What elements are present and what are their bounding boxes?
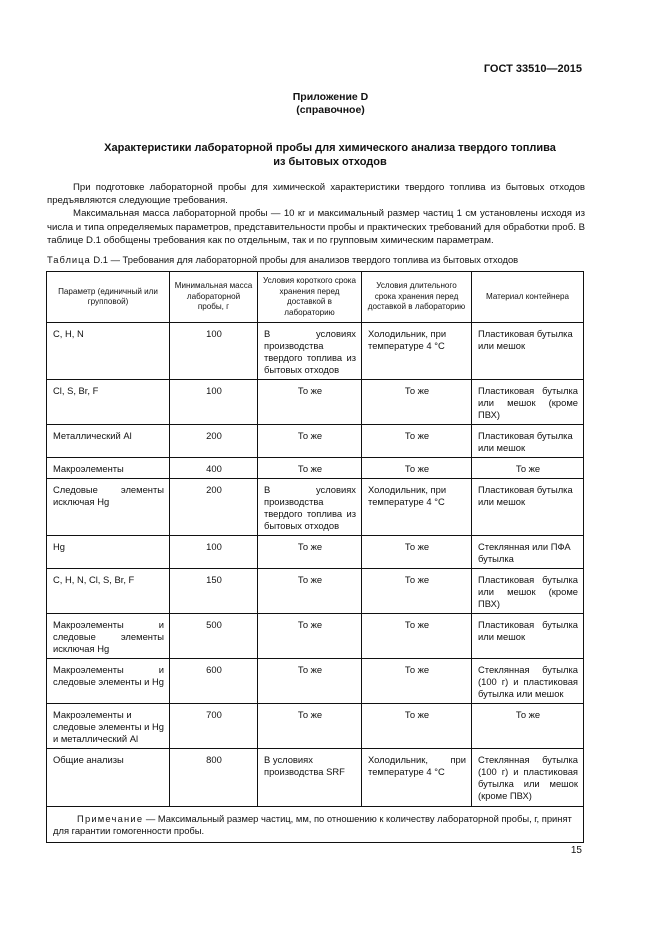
table-row xyxy=(47,479,584,536)
page-title-line-2: из бытовых отходов xyxy=(273,156,387,168)
table-note xyxy=(47,807,584,843)
cell-mass: 100 xyxy=(170,536,258,569)
cell-parameter: Макроэлементы xyxy=(47,458,170,479)
table-note-row xyxy=(47,807,584,843)
cell-long-storage: То же xyxy=(362,380,472,425)
cell-parameter: Следовые элементы исключая Hg xyxy=(47,479,170,536)
annex-type: (справочное) xyxy=(296,104,365,116)
table-header-row xyxy=(47,272,584,323)
cell-mass: 150 xyxy=(170,569,258,614)
cell-parameter: Макроэлементы и следовые элементы исключая Hg xyxy=(47,614,170,659)
table-row xyxy=(47,569,584,614)
cell-parameter: Cl, S, Br, F xyxy=(47,380,170,425)
table-row xyxy=(47,614,584,659)
cell-long-storage: То же xyxy=(362,425,472,458)
table-caption-label: Таблица xyxy=(47,254,91,265)
cell-mass: 200 xyxy=(170,425,258,458)
table-row xyxy=(47,425,584,458)
cell-short-storage: То же xyxy=(258,614,362,659)
cell-short-storage: То же xyxy=(258,659,362,704)
cell-long-storage: То же xyxy=(362,536,472,569)
cell-mass: 200 xyxy=(170,479,258,536)
cell-parameter: C, H, N xyxy=(47,323,170,380)
cell-container: Пластиковая бутылка или мешок xyxy=(472,614,584,659)
table-row xyxy=(47,659,584,704)
cell-long-storage: Холодильник, при температуре 4 °С xyxy=(362,479,472,536)
cell-parameter: Макроэлементы и следовые элементы и Hg и металлический Al xyxy=(47,704,170,749)
cell-long-storage: То же xyxy=(362,659,472,704)
cell-container: Пластиковая бутылка или мешок xyxy=(472,479,584,536)
cell-short-storage: То же xyxy=(258,425,362,458)
cell-short-storage: В условиях производства твердого топлива из бытовых отходов xyxy=(258,323,362,380)
cell-container: Пластиковая бутылка или мешок xyxy=(472,425,584,458)
cell-short-storage: То же xyxy=(258,380,362,425)
header-short-storage: Условия короткого срока хранения перед доставкой в лабораторию xyxy=(258,272,362,323)
cell-long-storage: То же xyxy=(362,704,472,749)
cell-mass: 500 xyxy=(170,614,258,659)
table-caption xyxy=(47,254,587,265)
cell-parameter: Hg xyxy=(47,536,170,569)
cell-container: Стеклянная бутылка (100 г) и пластиковая бутылка или мешок (кроме ПВХ) xyxy=(472,749,584,807)
cell-mass: 800 xyxy=(170,749,258,807)
page-number: 15 xyxy=(570,845,582,856)
cell-short-storage: То же xyxy=(258,704,362,749)
cell-mass: 400 xyxy=(170,458,258,479)
cell-container: Пластиковая бутылка или мешок xyxy=(472,323,584,380)
cell-short-storage: В условиях производства твердого топлива из бытовых отходов xyxy=(258,479,362,536)
cell-short-storage: То же xyxy=(258,569,362,614)
cell-parameter: Макроэлементы и следовые элементы и Hg xyxy=(47,659,170,704)
cell-container: То же xyxy=(472,704,584,749)
cell-parameter: Металлический Al xyxy=(47,425,170,458)
cell-parameter: C, H, N, Cl, S, Br, F xyxy=(47,569,170,614)
cell-long-storage: То же xyxy=(362,458,472,479)
cell-long-storage: То же xyxy=(362,569,472,614)
header-long-storage: Условия длительного срока хранения перед доставкой в лабораторию xyxy=(362,272,472,323)
intro-paragraph-2: Максимальная масса лабораторной пробы — 10 кг и максимальный размер частиц 1 см установлены исходя из числа и типа определяемых параметров, представительности пробы и практических требований для обработки проб. В таблице D.1 обобщены требования как по отдельным, так и по групповым химическим параметрам. xyxy=(47,208,585,246)
cell-short-storage: В условиях производства SRF xyxy=(258,749,362,807)
cell-long-storage: То же xyxy=(362,614,472,659)
cell-mass: 100 xyxy=(170,380,258,425)
cell-parameter: Общие анализы xyxy=(47,749,170,807)
page-title xyxy=(70,141,590,169)
table-row xyxy=(47,536,584,569)
table-row xyxy=(47,380,584,425)
annex-title: Приложение D xyxy=(292,91,369,103)
cell-short-storage: То же xyxy=(258,536,362,569)
cell-container: Пластиковая бутылка или мешок (кроме ПВХ) xyxy=(472,569,584,614)
header-parameter: Параметр (единичный или групповой) xyxy=(47,272,170,323)
cell-container: Стеклянная или ПФА бутылка xyxy=(472,536,584,569)
intro-text xyxy=(47,181,585,247)
cell-container: Пластиковая бутылка или мешок (кроме ПВХ) xyxy=(472,380,584,425)
cell-container: Стеклянная бутылка (100 г) и пластиковая бутылка или мешок xyxy=(472,659,584,704)
annex-heading xyxy=(0,91,661,117)
page-title-line-1: Характеристики лабораторной пробы для химического анализа твердого топлива xyxy=(104,142,556,154)
cell-short-storage: То же xyxy=(258,458,362,479)
intro-paragraph-1: При подготовке лабораторной пробы для химической характеристики твердого топлива из бытовых отходов предъявляются следующие требования. xyxy=(47,182,585,207)
table-note-text: — Максимальный размер частиц, мм, по отношению к количеству лабораторной пробы, г, принят для гарантии гомогенности пробы. xyxy=(53,813,572,836)
table-note-label: Примечание xyxy=(77,813,144,824)
cell-container: То же xyxy=(472,458,584,479)
header-container: Материал контейнера xyxy=(472,272,584,323)
table-row xyxy=(47,704,584,749)
standard-number: ГОСТ 33510—2015 xyxy=(483,63,582,75)
table-row xyxy=(47,458,584,479)
requirements-table xyxy=(46,271,584,843)
cell-mass: 700 xyxy=(170,704,258,749)
cell-mass: 100 xyxy=(170,323,258,380)
cell-long-storage: Холодильник, при температуре 4 °С xyxy=(362,323,472,380)
table-caption-text: D.1 — Требования для лабораторной пробы для анализов твердого топлива из бытовых отходов xyxy=(93,254,519,265)
cell-mass: 600 xyxy=(170,659,258,704)
table-row xyxy=(47,323,584,380)
table-row xyxy=(47,749,584,807)
header-min-mass: Минимальная масса лабораторной пробы, г xyxy=(170,272,258,323)
cell-long-storage: Холодильник, при температуре 4 °С xyxy=(362,749,472,807)
